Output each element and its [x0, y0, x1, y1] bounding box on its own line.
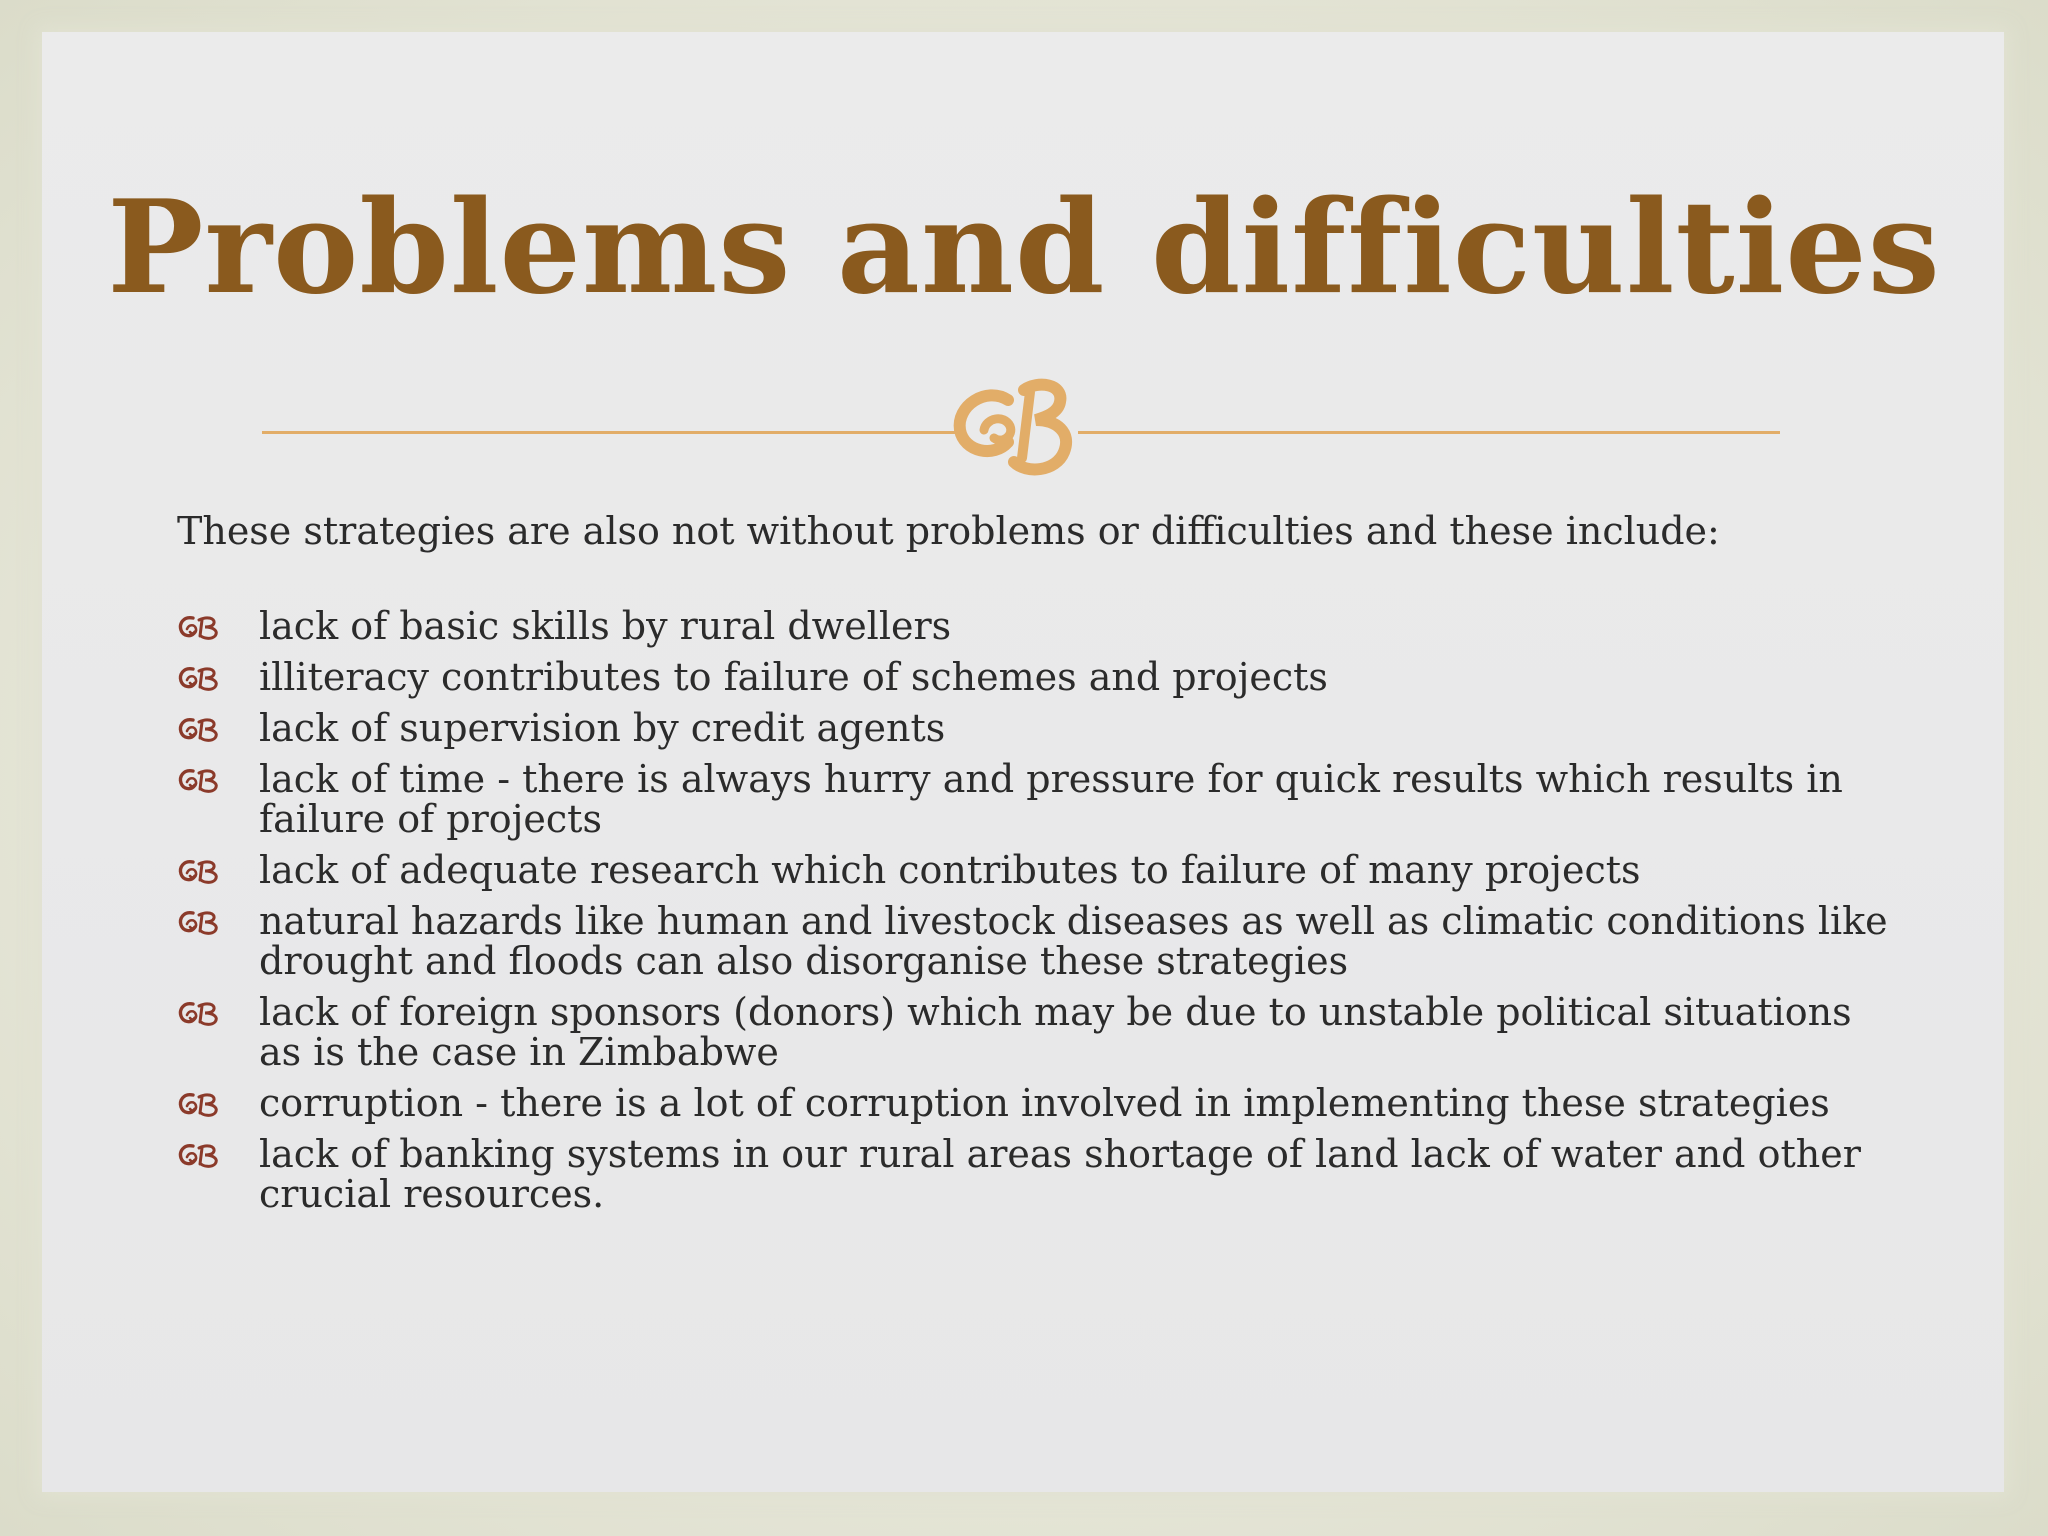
bullet-text: lack of supervision by credit agents [259, 706, 946, 750]
bullet-text: lack of basic skills by rural dwellers [259, 604, 952, 648]
flourish-bullet-icon [177, 716, 223, 742]
bullet-text: lack of adequate research which contributes to failure of many projects [259, 848, 1641, 892]
flourish-bullet-icon [177, 1091, 223, 1117]
list-item [177, 759, 1897, 839]
intro-text: These strategies are also not without problems or difficulties and these include: [177, 509, 1720, 553]
flourish-bullet-icon [177, 1142, 223, 1168]
bullet-text: illiteracy contributes to failure of schemes and projects [259, 655, 1328, 699]
ornament-divider-right [1078, 431, 1780, 434]
bullet-list [177, 606, 1897, 1225]
flourish-bullet-icon [177, 1000, 223, 1026]
list-item [177, 992, 1897, 1072]
bullet-text: lack of banking systems in our rural areas shortage of land lack of water and other crucial resources. [259, 1132, 1861, 1216]
flourish-bullet-icon [177, 909, 223, 935]
bullet-text: corruption - there is a lot of corruption involved in implementing these strategies [259, 1081, 1830, 1125]
bullet-text: lack of time - there is always hurry and pressure for quick results which results in failure of projects [259, 757, 1843, 841]
list-item [177, 1134, 1897, 1214]
flourish-bullet-icon [177, 767, 223, 793]
bullet-text: lack of foreign sponsors (donors) which may be due to unstable political situations as is the case in Zimbabwe [259, 990, 1852, 1074]
list-item [177, 1083, 1897, 1123]
flourish-bullet-icon [177, 665, 223, 691]
list-item [177, 606, 1897, 646]
flourish-bullet-icon [177, 614, 223, 640]
slide-title: Problems and difficulties [107, 173, 1941, 323]
list-item [177, 657, 1897, 697]
flourish-bullet-icon [177, 858, 223, 884]
calligraphic-flourish-icon [946, 378, 1096, 478]
list-item [177, 850, 1897, 890]
ornament-divider-left [262, 431, 958, 434]
list-item [177, 708, 1897, 748]
list-item [177, 901, 1897, 981]
bullet-text: natural hazards like human and livestock diseases as well as climatic conditions like drought and floods can also disorganise these strategies [259, 899, 1888, 983]
